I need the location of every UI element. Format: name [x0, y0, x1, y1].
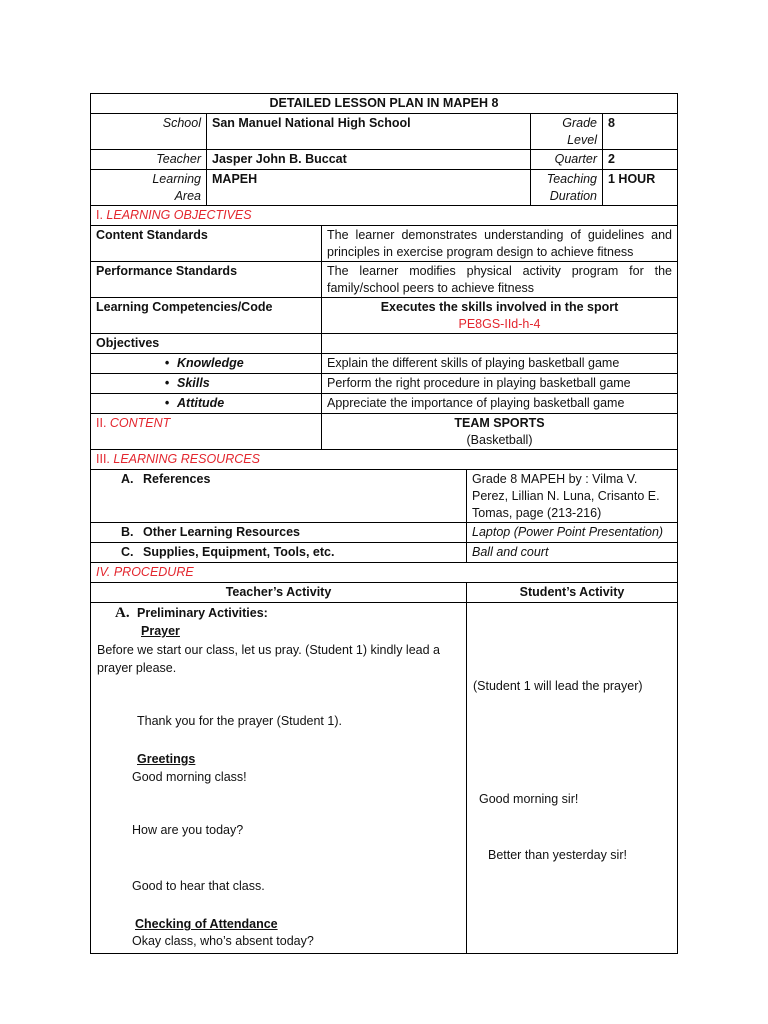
preliminary-activities [115, 605, 268, 622]
school-value: San Manuel National High School [207, 114, 531, 149]
content-row [90, 414, 678, 450]
other-resources-value: Laptop (Power Point Presentation) [472, 525, 664, 539]
duration-label [531, 170, 603, 205]
area-label-line-1: Learning [152, 172, 201, 186]
preliminary-letter: A. [115, 605, 130, 621]
skills-label: Skills [177, 376, 210, 390]
competencies-code: PE8GS-IId-h-4 [458, 317, 541, 331]
greeting-line-2: How are you today? [132, 823, 244, 837]
supplies-label: Supplies, Equipment, Tools, etc. [143, 545, 335, 559]
references-value: Grade 8 MAPEH by : Vilma V. Perez, Lillian N. Luna, Crisanto E. Tomas, page (213-216) [472, 472, 660, 520]
other-resources-label-cell [91, 523, 467, 542]
bullet-icon: • [164, 376, 170, 390]
attitude-label-cell [91, 394, 322, 413]
knowledge-value: Explain the different skills of playing basketball game [327, 356, 620, 370]
competencies-value: Executes the skills involved in the sport [380, 300, 619, 314]
duration-label-line-2: Duration [549, 189, 597, 203]
content-heading-text: CONTENT [106, 416, 171, 430]
content-standards-label: Content Standards [91, 226, 322, 261]
knowledge-label: Knowledge [177, 356, 244, 370]
performance-standards-label: Performance Standards [91, 262, 322, 297]
attitude-row [90, 394, 678, 414]
performance-standards-row [90, 262, 678, 298]
objectives-numeral: I. [96, 208, 103, 222]
area-label [91, 170, 207, 205]
resources-numeral: III. [96, 452, 110, 466]
procedure-heading: IV. PROCEDURE [96, 565, 194, 579]
resources-heading-text: LEARNING RESOURCES [109, 452, 260, 466]
preliminary-label: Preliminary Activities: [137, 606, 268, 620]
objectives-label-row [90, 334, 678, 354]
content-value-1: TEAM SPORTS [454, 416, 545, 430]
attendance-heading: Checking of Attendance [135, 917, 278, 931]
content-value-cell [322, 414, 677, 449]
student-greeting-response: Good morning sir! [479, 792, 579, 806]
duration-label-line-1: Teaching [546, 172, 597, 186]
bullet-icon: • [164, 396, 170, 410]
student-activity-header: Student’s Activity [519, 585, 625, 599]
attitude-label: Attitude [177, 396, 225, 410]
teacher-activity-header: Teacher’s Activity [91, 583, 467, 602]
other-resources-letter: B. [121, 525, 134, 539]
teacher-activity-column [91, 603, 467, 953]
skills-row [90, 374, 678, 394]
other-resources-row [90, 523, 678, 543]
grade-label-line-2: Level [567, 133, 597, 147]
student-activity-column [467, 603, 677, 953]
objectives-heading-text: LEARNING OBJECTIVES [102, 208, 252, 222]
area-label-line-2: Area [174, 189, 201, 203]
content-standards-row [90, 226, 678, 262]
attitude-value: Appreciate the importance of playing basketball game [327, 396, 625, 410]
performance-standards-value: The learner modifies physical activity program for the family/school peers to achieve fitness [327, 264, 672, 295]
prayer-heading: Prayer [141, 624, 180, 638]
grade-value: 8 [608, 116, 615, 130]
area-row [90, 170, 678, 206]
grade-label [531, 114, 603, 149]
greetings-heading: Greetings [137, 752, 196, 766]
grade-label-line-1: Grade [562, 116, 597, 130]
quarter-label: Quarter [531, 150, 603, 169]
competencies-label: Learning Competencies/Code [91, 298, 322, 333]
school-label: School [91, 114, 207, 149]
supplies-row [90, 543, 678, 563]
objectives-label: Objectives [91, 334, 322, 353]
procedure-body-row [90, 603, 678, 954]
greeting-line-3: Good to hear that class. [132, 879, 265, 893]
teacher-row [90, 150, 678, 170]
content-heading [91, 414, 322, 449]
references-row [90, 470, 678, 523]
content-standards-value: The learner demonstrates understanding of guidelines and principles in exercise program design to achieve fitness [327, 228, 672, 259]
duration-value: 1 HOUR [608, 172, 656, 186]
bullet-icon: • [164, 356, 170, 370]
student-better-response: Better than yesterday sir! [488, 848, 627, 862]
procedure-columns-header-row [90, 583, 678, 603]
supplies-label-cell [91, 543, 467, 562]
skills-label-cell [91, 374, 322, 393]
references-label-cell [91, 470, 467, 522]
lesson-plan-document [90, 93, 678, 954]
references-label: References [143, 472, 211, 486]
competencies-row [90, 298, 678, 334]
references-letter: A. [121, 472, 134, 486]
document-title: DETAILED LESSON PLAN IN MAPEH 8 [269, 96, 499, 110]
knowledge-label-cell [91, 354, 322, 373]
content-numeral: II. [96, 416, 107, 430]
objectives-heading-row [90, 206, 678, 226]
teacher-label: Teacher [91, 150, 207, 169]
objectives-empty-cell [322, 334, 677, 353]
prayer-instruction: Before we start our class, let us pray. (Student 1) kindly lead a prayer please. [97, 643, 440, 675]
skills-value: Perform the right procedure in playing basketball game [327, 376, 631, 390]
title-row [90, 93, 678, 114]
competencies-cell [322, 298, 677, 333]
procedure-heading-row [90, 563, 678, 583]
resources-heading-row [90, 450, 678, 470]
objectives-heading [91, 206, 677, 225]
supplies-value: Ball and court [472, 545, 549, 559]
teacher-value: Jasper John B. Buccat [207, 150, 531, 169]
student-prayer-response: (Student 1 will lead the prayer) [473, 679, 643, 693]
school-row [90, 114, 678, 150]
knowledge-row [90, 354, 678, 374]
prayer-thanks: Thank you for the prayer (Student 1). [137, 714, 342, 728]
resources-heading [91, 450, 677, 469]
other-resources-label: Other Learning Resources [143, 525, 300, 539]
area-value: MAPEH [207, 170, 531, 205]
supplies-letter: C. [121, 545, 134, 559]
content-value-2: (Basketball) [466, 433, 533, 447]
greeting-line-1: Good morning class! [132, 770, 247, 784]
attendance-line: Okay class, who’s absent today? [132, 934, 314, 948]
quarter-value: 2 [608, 152, 615, 166]
